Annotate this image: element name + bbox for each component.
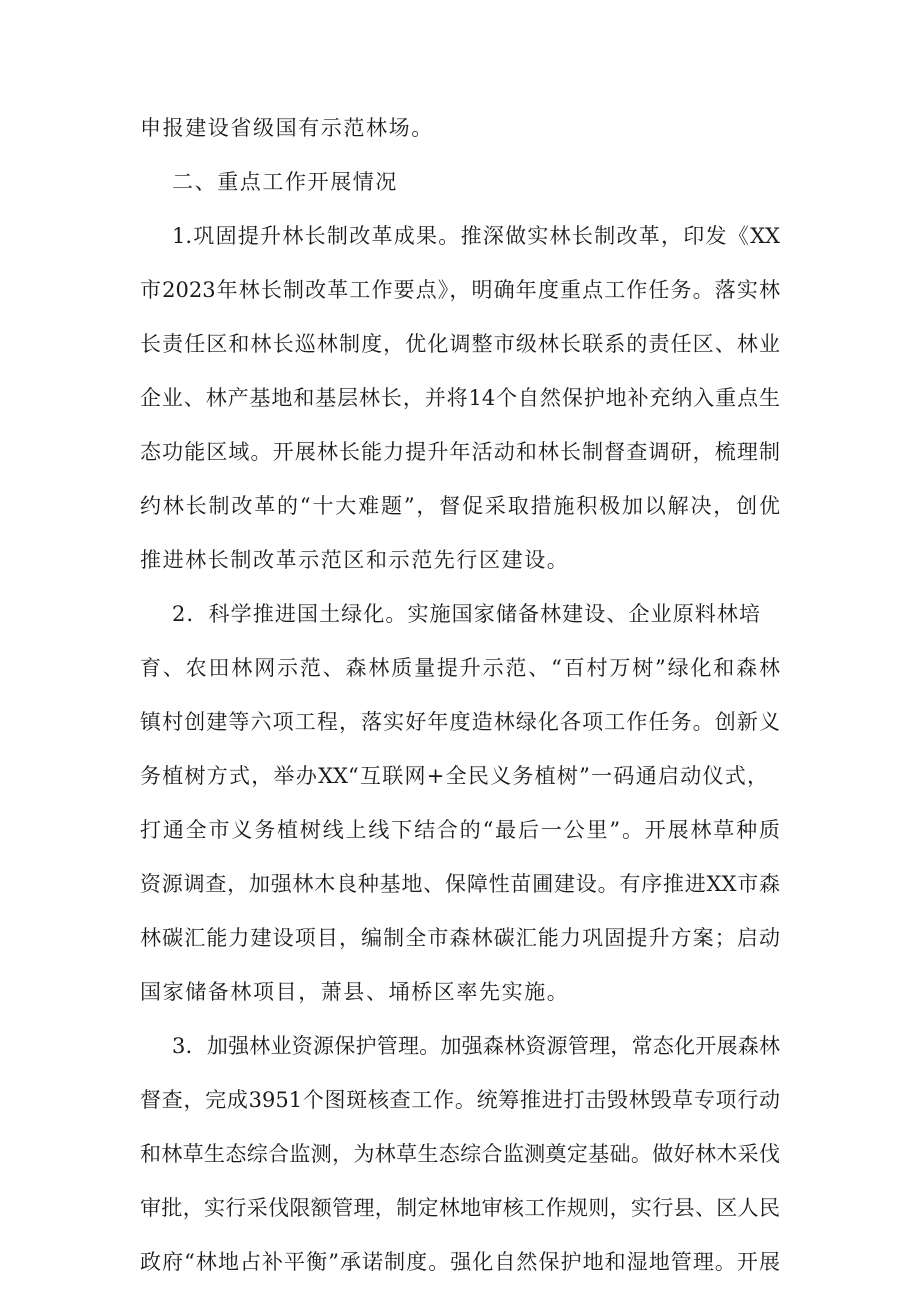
text-line: 态功能区域。开展林长能力提升年活动和林长制督查调研，梳理制 <box>140 440 780 464</box>
text-line: 约林长制改革的“十大难题”，督促采取措施积极加以解决，创优 <box>140 494 780 518</box>
text-line: 林碳汇能力建设项目，编制全市森林碳汇能力巩固提升方案；启动 <box>140 926 780 950</box>
text-line: 3．加强林业资源保护管理。加强森林资源管理，常态化开展森林 <box>172 1034 780 1058</box>
text-line: 市2023年林长制改革工作要点》，明确年度重点工作任务。落实林 <box>140 278 780 302</box>
text-line: 镇村创建等六项工程，落实好年度造林绿化各项工作任务。创新义 <box>140 710 780 734</box>
text-line: 2．科学推进国土绿化。实施国家储备林建设、企业原料林培 <box>172 602 760 626</box>
text-line: 政府“林地占补平衡”承诺制度。强化自然保护地和湿地管理。开展 <box>140 1250 780 1274</box>
section-heading: 二、重点工作开展情况 <box>172 170 398 194</box>
text-line: 审批，实行采伐限额管理，制定林地审核工作规则，实行县、区人民 <box>140 1196 780 1220</box>
text-line: 育、农田林网示范、森林质量提升示范、“百村万树”绿化和森林 <box>140 656 780 680</box>
text-line: 和林草生态综合监测，为林草生态综合监测奠定基础。做好林木采伐 <box>140 1142 780 1166</box>
text-line: 资源调查，加强林木良种基地、保障性苗圃建设。有序推进XX市森 <box>140 872 780 896</box>
text-line: 务植树方式，举办XX“互联网+全民义务植树”一码通启动仪式， <box>140 764 768 788</box>
text-line: 督查，完成3951个图斑核查工作。统筹推进打击毁林毁草专项行动 <box>140 1088 780 1112</box>
text-line: 打通全市义务植树线上线下结合的“最后一公里”。开展林草种质 <box>140 818 780 842</box>
text-line: 企业、林产基地和基层林长，并将14个自然保护地补充纳入重点生 <box>140 386 780 410</box>
text-line: 长责任区和林长巡林制度，优化调整市级林长联系的责任区、林业 <box>140 332 780 356</box>
text-line: 国家储备林项目，萧县、埇桥区率先实施。 <box>140 980 570 1004</box>
text-line: 申报建设省级国有示范林场。 <box>140 116 434 140</box>
text-line: 1.巩固提升林长制改革成果。推深做实林长制改革，印发《XX <box>172 224 780 248</box>
text-line: 推进林长制改革示范区和示范先行区建设。 <box>140 548 570 572</box>
